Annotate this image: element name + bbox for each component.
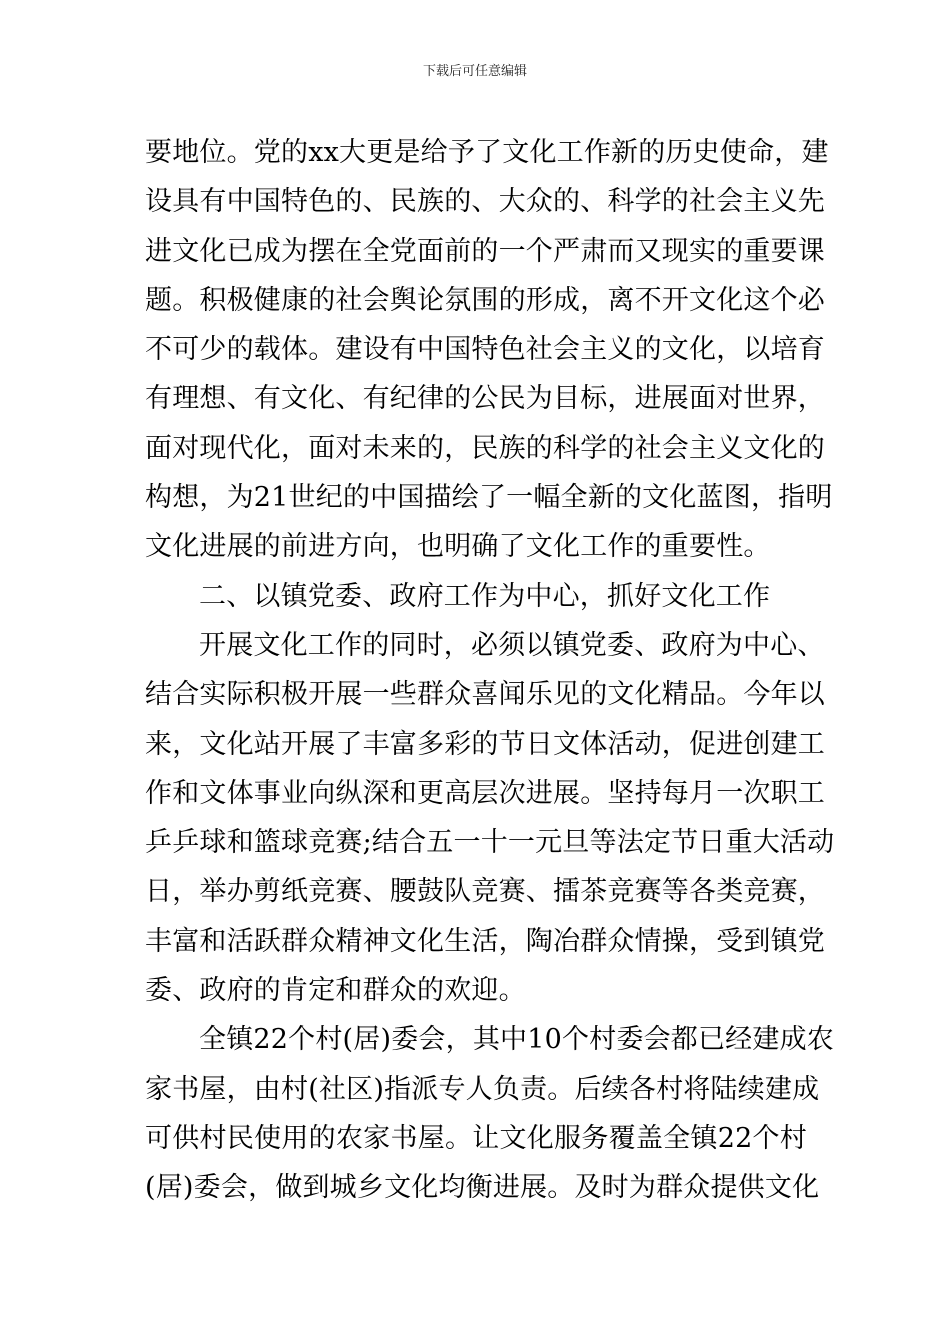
text-line: 题。积极健康的社会舆论氛围的形成，离不开文化这个必: [145, 284, 825, 316]
text-line: 进文化已成为摆在全党面前的一个严肃而又现实的重要课: [145, 235, 825, 267]
text-line: 可供村民使用的农家书屋。让文化服务覆盖全镇22个村: [145, 1122, 807, 1154]
text-line: 家书屋，由村(社区)指派专人负责。后续各村将陆续建成: [145, 1073, 820, 1105]
text-line: 不可少的载体。建设有中国特色社会主义的文化，以培育: [145, 334, 825, 366]
text-line: 设具有中国特色的、民族的、大众的、科学的社会主义先: [145, 186, 825, 218]
text-line: 乒乒球和篮球竞赛;结合五一十一元旦等法定节日重大活动: [145, 827, 835, 859]
text-line: 结合实际积极开展一些群众喜闻乐见的文化精品。今年以: [145, 679, 825, 711]
text-line: (居)委会，做到城乡文化均衡进展。及时为群众提供文化: [145, 1172, 820, 1204]
document-body: [145, 128, 835, 1213]
text-line: 日，举办剪纸竞赛、腰鼓队竞赛、擂茶竞赛等各类竞赛，: [145, 876, 825, 908]
text-line: 文化进展的前进方向，也明确了文化工作的重要性。: [145, 531, 771, 563]
text-line: 作和文体事业向纵深和更高层次进展。坚持每月一次职工: [145, 777, 825, 809]
text-line: 要地位。党的xx大更是给予了文化工作新的历史使命，建: [145, 137, 829, 168]
text-line: 全镇22个村(居)委会，其中10个村委会都已经建成农: [199, 1024, 834, 1056]
page-header-note: 下载后可任意编辑: [422, 64, 527, 79]
text-line: 来，文化站开展了丰富多彩的节日文体活动，促进创建工: [145, 728, 825, 760]
text-line: 丰富和活跃群众精神文化生活，陶冶群众情操，受到镇党: [145, 925, 825, 957]
text-line: 有理想、有文化、有纪律的公民为目标，进展面对世界，: [145, 383, 825, 415]
text-line: 委、政府的肯定和群众的欢迎。: [145, 975, 526, 1007]
text-line: 开展文化工作的同时，必须以镇党委、政府为中心、: [199, 629, 825, 661]
text-line: 构想，为21世纪的中国描绘了一幅全新的文化蓝图，指明: [145, 482, 833, 514]
text-line: 面对现代化，面对未来的，民族的科学的社会主义文化的: [145, 432, 825, 464]
section-heading: 二、以镇党委、政府工作为中心，抓好文化工作: [199, 580, 771, 612]
